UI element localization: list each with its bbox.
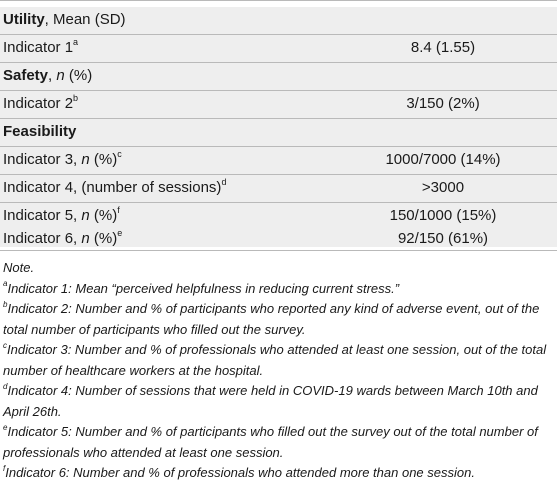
- row-label: Indicator 2: [3, 95, 74, 112]
- row-label-tail: (%): [89, 151, 118, 168]
- row-label: Indicator 3,: [3, 151, 82, 168]
- section-heading: Safety: [3, 67, 49, 84]
- section-utility: [0, 7, 557, 34]
- bottom-rule: [0, 250, 557, 251]
- row-label-tail: (%): [89, 230, 118, 247]
- note-marker: b: [3, 299, 8, 309]
- row-value: 150/1000 (15%): [389, 207, 497, 224]
- row-label-n: n: [81, 230, 90, 247]
- top-rule: [0, 0, 557, 1]
- row-label: Indicator 4, (number of sessions): [3, 179, 222, 196]
- note-item: [3, 463, 556, 484]
- note-text: Indicator 1: Mean “perceived helpfulness in reducing current stress.”: [7, 280, 400, 296]
- section-safety: Safety, n (%): [0, 63, 557, 90]
- section-heading-suffix: (%): [64, 67, 93, 84]
- footnote-marker: c: [117, 149, 122, 159]
- row-value: 92/150 (61%): [397, 230, 489, 247]
- note-text: Indicator 5: Number and % of participants who filled out the survey out of the total number of professionals who attended at least one session.: [3, 424, 538, 460]
- footnote-marker: e: [117, 228, 123, 238]
- row-value: >3000: [421, 179, 465, 196]
- section-heading: Feasibility: [3, 123, 77, 140]
- table-row: [0, 91, 557, 118]
- note-item: [3, 340, 556, 381]
- footnote-marker: f: [117, 205, 120, 215]
- footnote-marker: d: [221, 177, 227, 187]
- section-feasibility: [0, 119, 557, 146]
- section-heading: Utility: [3, 11, 45, 28]
- note-marker: c: [3, 340, 7, 350]
- note-marker: a: [3, 279, 8, 289]
- footnote-marker: b: [73, 93, 79, 103]
- note-marker: e: [3, 422, 8, 432]
- row-value: 1000/7000 (14%): [385, 151, 501, 168]
- row-label-n: n: [81, 207, 90, 224]
- note-item: [3, 299, 556, 340]
- footnote-marker: a: [73, 37, 79, 47]
- row-label: Indicator 6,: [3, 230, 82, 247]
- note-text: Indicator 3: Number and % of professionals who attended at least one session, out of the total number of healthcare workers at the hospital.: [3, 342, 547, 378]
- row-value: 8.4 (1.55): [410, 39, 476, 56]
- note-item: [3, 279, 556, 300]
- row-label: Indicator 5,: [3, 207, 82, 224]
- row-label-tail: (%): [89, 207, 118, 224]
- row-value: 3/150 (2%): [406, 95, 480, 112]
- row-label: Indicator 1: [3, 39, 74, 56]
- note-item: [3, 381, 556, 422]
- row-label-n: n: [81, 151, 90, 168]
- table-row: [0, 35, 557, 62]
- table-notes: [3, 258, 556, 484]
- note-marker: d: [3, 381, 8, 391]
- section-heading-suffix: , Mean (SD): [44, 11, 126, 28]
- note-text: Indicator 6: Number and % of professionals who attended more than one session.: [5, 465, 475, 480]
- table-row: [0, 147, 557, 174]
- note-item: [3, 422, 556, 463]
- section-heading-n: n: [56, 67, 65, 84]
- note-text: Indicator 4: Number of sessions that were held in COVID-19 wards between March 10th and April 26th.: [3, 383, 538, 419]
- note-marker: f: [3, 463, 6, 473]
- note-text: Indicator 2: Number and % of participants who reported any kind of adverse event, out of the total number of participants who filled out the survey.: [3, 301, 540, 337]
- notes-title: Note.: [3, 260, 35, 275]
- table-row: [0, 224, 557, 247]
- table-row: [0, 175, 557, 202]
